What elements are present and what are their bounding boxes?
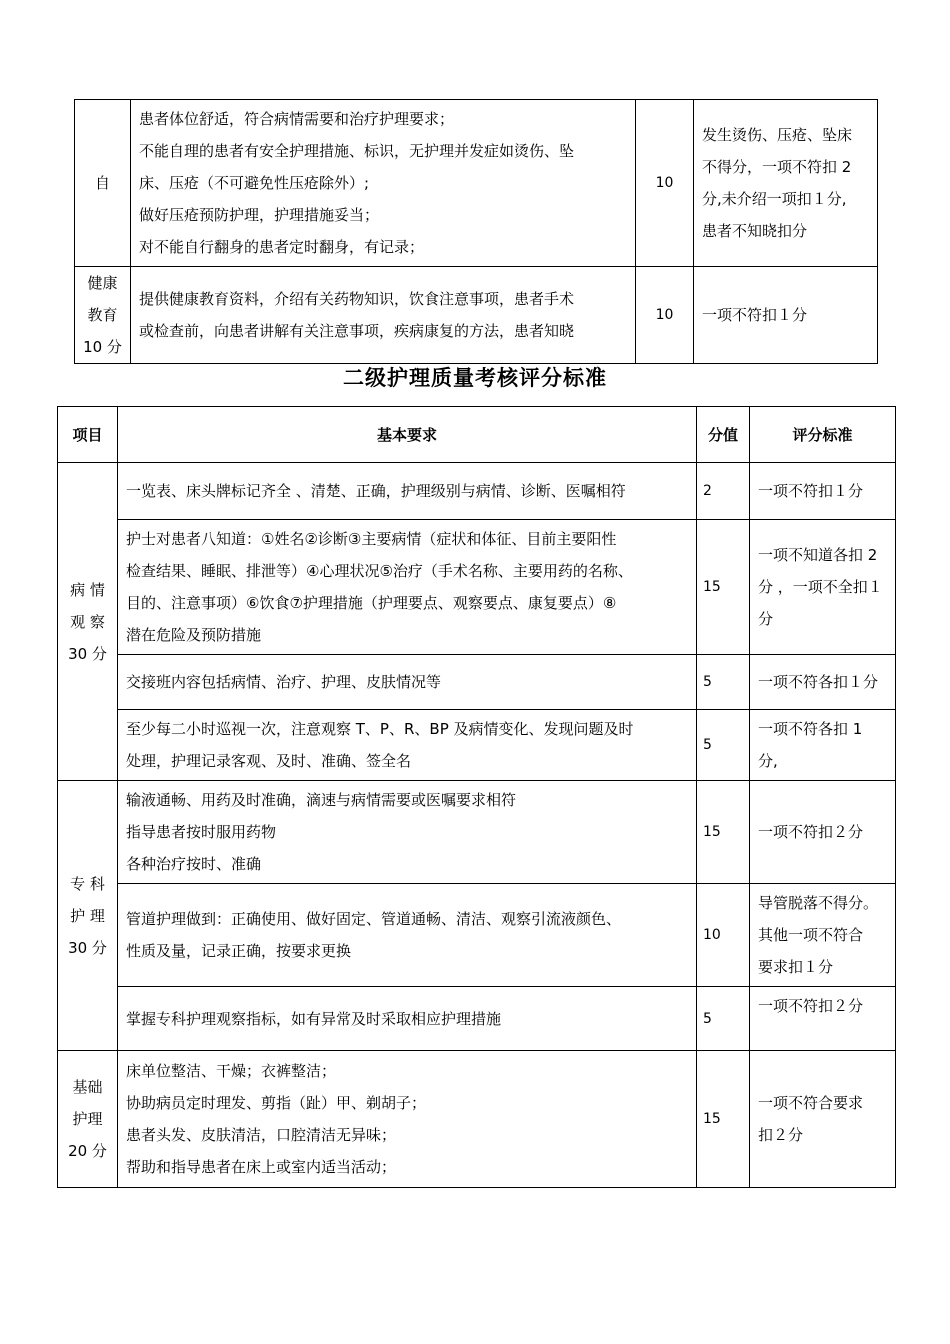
requirement-cell: 掌握专科护理观察指标，如有异常及时采取相应护理措施	[118, 987, 697, 1051]
requirement-cell: 患者体位舒适，符合病情需要和治疗护理要求； 不能自理的患者有安全护理措施、标识，无护理并发症如烫伤、坠 床、压疮（不可避免性压疮除外）; 做好压疮预防护理，护理措施妥当； 对不能自行翻身的患者定时翻身，有记录；	[131, 100, 636, 267]
category-cell: 基础 护理 20 分	[58, 1051, 118, 1188]
table-header-row	[58, 407, 896, 463]
criteria-cell: 一项不符各扣１分	[750, 655, 896, 710]
table-row	[58, 710, 896, 781]
requirement-cell: 一览表、床头牌标记齐全 、清楚、正确，护理级别与病情、诊断、医嘱相符	[118, 463, 697, 520]
category-cell: 病 情 观 察 30 分	[58, 463, 118, 781]
criteria-cell: 一项不符合要求 扣２分	[750, 1051, 896, 1188]
score-cell: 5	[697, 710, 750, 781]
page-title: 二级护理质量考核评分标准	[343, 366, 607, 390]
header-requirement: 基本要求	[118, 407, 697, 463]
criteria-cell: 一项不符扣２分	[750, 781, 896, 884]
score-cell: 10	[697, 884, 750, 987]
criteria-cell: 一项不符各扣 1 分,	[750, 710, 896, 781]
header-score: 分值	[697, 407, 750, 463]
table-row	[58, 463, 896, 520]
table-row	[58, 655, 896, 710]
requirement-cell: 输液通畅、用药及时准确，滴速与病情需要或医嘱要求相符 指导患者按时服用药物 各种治疗按时、准确	[118, 781, 697, 884]
requirement-cell: 床单位整洁、干燥；衣裤整洁； 协助病员定时理发、剪指（趾）甲、剃胡子； 患者头发、皮肤清洁，口腔清洁无异味； 帮助和指导患者在床上或室内适当活动；	[118, 1051, 697, 1188]
requirement-cell: 交接班内容包括病情、治疗、护理、皮肤情况等	[118, 655, 697, 710]
table-row	[58, 1051, 896, 1188]
table-row	[58, 884, 896, 987]
header-item: 项目	[58, 407, 118, 463]
score-cell: 5	[697, 655, 750, 710]
criteria-cell: 发生烫伤、压疮、坠床 不得分，一项不符扣 2 分,未介绍一项扣１分, 患者不知晓扣分	[694, 100, 878, 267]
table-row	[58, 781, 896, 884]
scoring-table	[57, 406, 896, 1188]
requirement-cell: 护士对患者八知道：①姓名②诊断③主要病情（症状和体征、目前主要阳性 检查结果、睡眠、排泄等）④心理状况⑤治疗（手术名称、主要用药的名称、 目的、注意事项）⑥饮食⑦护理措施（护理要点、观察要点、康复要点）⑧ 潜在危险及预防措施	[118, 520, 697, 655]
score-cell: 15	[697, 1051, 750, 1188]
score-cell: 2	[697, 463, 750, 520]
score-cell: 5	[697, 987, 750, 1051]
score-cell: 10	[636, 100, 694, 267]
requirement-cell: 至少每二小时巡视一次，注意观察 T、P、R、BP 及病情变化、发现问题及时 处理，护理记录客观、及时、准确、签全名	[118, 710, 697, 781]
criteria-cell: 一项不知道各扣 2 分 ，一项不全扣１ 分	[750, 520, 896, 655]
table-row	[58, 520, 896, 655]
criteria-cell: 一项不符扣２分	[750, 987, 896, 1051]
criteria-cell: 一项不符扣１分	[750, 463, 896, 520]
criteria-cell: 导管脱落不得分。 其他一项不符合 要求扣１分	[750, 884, 896, 987]
table-row	[58, 987, 896, 1051]
table-row	[75, 100, 878, 267]
score-cell: 10	[636, 267, 694, 364]
requirement-cell: 管道护理做到：正确使用、做好固定、管道通畅、清洁、观察引流液颜色、 性质及量，记录正确，按要求更换	[118, 884, 697, 987]
continued-table	[74, 99, 878, 364]
score-cell: 15	[697, 781, 750, 884]
table-row	[75, 267, 878, 364]
score-cell: 15	[697, 520, 750, 655]
category-cell: 健康 教育 10 分	[75, 267, 131, 364]
requirement-cell: 提供健康教育资料，介绍有关药物知识，饮食注意事项，患者手术 或检查前，向患者讲解有关注意事项，疾病康复的方法，患者知晓	[131, 267, 636, 364]
category-cell: 专 科 护 理 30 分	[58, 781, 118, 1051]
category-cell: 自	[75, 100, 131, 267]
criteria-cell: 一项不符扣１分	[694, 267, 878, 364]
header-criteria: 评分标准	[750, 407, 896, 463]
